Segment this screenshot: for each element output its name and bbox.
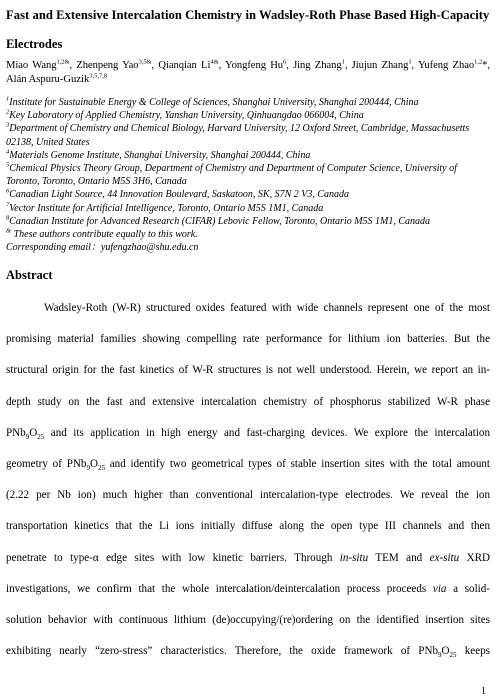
- abstract-heading: Abstract: [6, 268, 53, 282]
- author-affiliation-sup: 3,5,7,8: [89, 71, 108, 79]
- abstract-line: depth study on the fast and extensive intercalation chemistry of phosphorus stabilized W-R phase: [6, 395, 490, 408]
- equal-contribution-note: & These authors contribute equally to this work.: [6, 227, 198, 241]
- affiliation-item: $^8$Canadian Institute for Advanced Research (CIFAR) Lebovic Fellow, Toronto, Ontario M5S 1M1, Canada: [6, 214, 431, 227]
- corresponding-email[interactable]: yufengzhao@shu.edu.cn: [100, 242, 199, 254]
- author-name: Miao Wang: [6, 60, 57, 71]
- abstract-line: transportation kinetics that the Li ions initially diffuse along the open type III channels and then: [6, 520, 490, 533]
- author-affiliation-sup: 6: [283, 58, 287, 66]
- abstract-line: penetrate to type-α edge sites with low kinetic barriers. Through in-situ TEM and ex-situ XRD: [6, 551, 490, 564]
- abstract-body: [6, 293, 490, 667]
- corresponding-mark: *: [482, 60, 488, 71]
- affiliation-item: $^4$Materials Genome Institute, Shanghai University, Shanghai 200444, China: [6, 148, 311, 161]
- abstract-line: structural origin for the fast kinetics of W-R structures is not well understood. Herein, we report an in-: [6, 364, 490, 377]
- author-name: Alán Aspuru-Guzik: [6, 73, 90, 85]
- paper-title: [6, 1, 488, 59]
- abstract-line: (2.22 per Nb ion) much higher than conventional intercalation-type electrodes. We reveal the ion: [6, 489, 490, 502]
- author-name: Yufeng Zhao: [418, 60, 475, 71]
- author-affiliation-sup: 1,2&: [56, 58, 70, 66]
- author-line-1: Miao Wang$^{1,2\&}$, Zhenpeng Yao$^{3,5\&}$, Qianqian $Li^{4\&}$, Yongfeng Hu$^6$, Jing Zhang$^1$, Jiujun Zhang$^1$, Yufeng Zhao$^{1,2}$*,: [6, 58, 490, 71]
- author-affiliation-sup: 4&: [210, 58, 219, 66]
- abstract-line: $PNb_9O_{25}$ and its application in high energy and fast-charging devices. We explore the intercalation: [6, 426, 490, 442]
- affiliation-item: $^5$Chemical Physics Theory Group, Department of Chemistry and Department of Computer Science, University of: [6, 161, 457, 175]
- author-affiliation-sup: 1: [341, 58, 345, 66]
- abstract-line: Wadsley-Roth (W-R) structured oxides featured with wide channels represent one of the most: [44, 302, 490, 314]
- abstract-line: investigations, we confirm that the whole intercalation/deintercalation process proceeds via a solid-: [6, 582, 490, 595]
- author-affiliation-sup: 1,2: [474, 58, 483, 66]
- title-line-2: Electrodes: [6, 37, 63, 51]
- author-name: Jing Zhang: [293, 60, 342, 71]
- corresponding-email-line: Corresponding email：yufengzhao@shu.edu.cn: [6, 242, 199, 254]
- abstract-line: exhibiting nearly “zero-stress” characteristics. Therefore, the oxide framework of $PNb_9O_{25}$ keeps: [6, 645, 490, 660]
- affiliation-item: $^1$Institute for Sustainable Energy & College of Sciences, Shanghai University, Shanghai 200444, China: [6, 95, 419, 108]
- author-list: [6, 59, 490, 86]
- author-affiliation-sup: 1: [408, 58, 412, 66]
- author-affiliation-sup: 3,5&: [138, 58, 152, 66]
- author-name: Qianqian Li: [158, 60, 211, 71]
- affiliation-item-continuation: 02138, United States: [6, 136, 90, 148]
- affiliation-item-continuation: Toronto, Toronto, Ontario M5S 3H6, Canada: [6, 176, 187, 188]
- affiliation-list: [6, 96, 490, 254]
- author-name: Yongfeng Hu: [225, 60, 284, 71]
- affiliation-item: $^3$Department of Chemistry and Chemical Biology, Harvard University, 12 Oxford Street, Cambridge, Massachusetts: [6, 122, 470, 135]
- affiliation-item: $^6$Canadian Light Source, 44 Innovation Boulevard, Saskatoon, SK, S7N 2 V3, Canada: [6, 188, 350, 201]
- affiliation-item: $^2$Key Laboratory of Applied Chemistry, Yanshan University, Qinhuangdao 066004, China: [6, 108, 364, 122]
- affiliation-item: $^7$Vector Institute for Artificial Intelligence, Toronto, Ontario M5S 1M1, Canada: [6, 201, 324, 214]
- title-line-1: Fast and Extensive Intercalation Chemistry in Wadsley-Roth Phase Based High-Capacity: [6, 8, 490, 22]
- abstract-line: promising material families showing compelling rate performance for lithium ion batteries. But the: [6, 333, 490, 346]
- abstract-line: geometry of $PNb_9O_{25}$ and identify two geometrical types of stable insertion sites with the total amount: [6, 458, 490, 473]
- author-name: Zhenpeng Yao: [76, 60, 139, 71]
- author-name: Jiujun Zhang: [351, 60, 409, 71]
- author-line-2: [6, 73, 490, 87]
- abstract-line: solution behavior with continuous lithium (de)occupying/(re)ordering on the identified insertion sites: [6, 614, 490, 627]
- page-number: 1: [481, 686, 486, 697]
